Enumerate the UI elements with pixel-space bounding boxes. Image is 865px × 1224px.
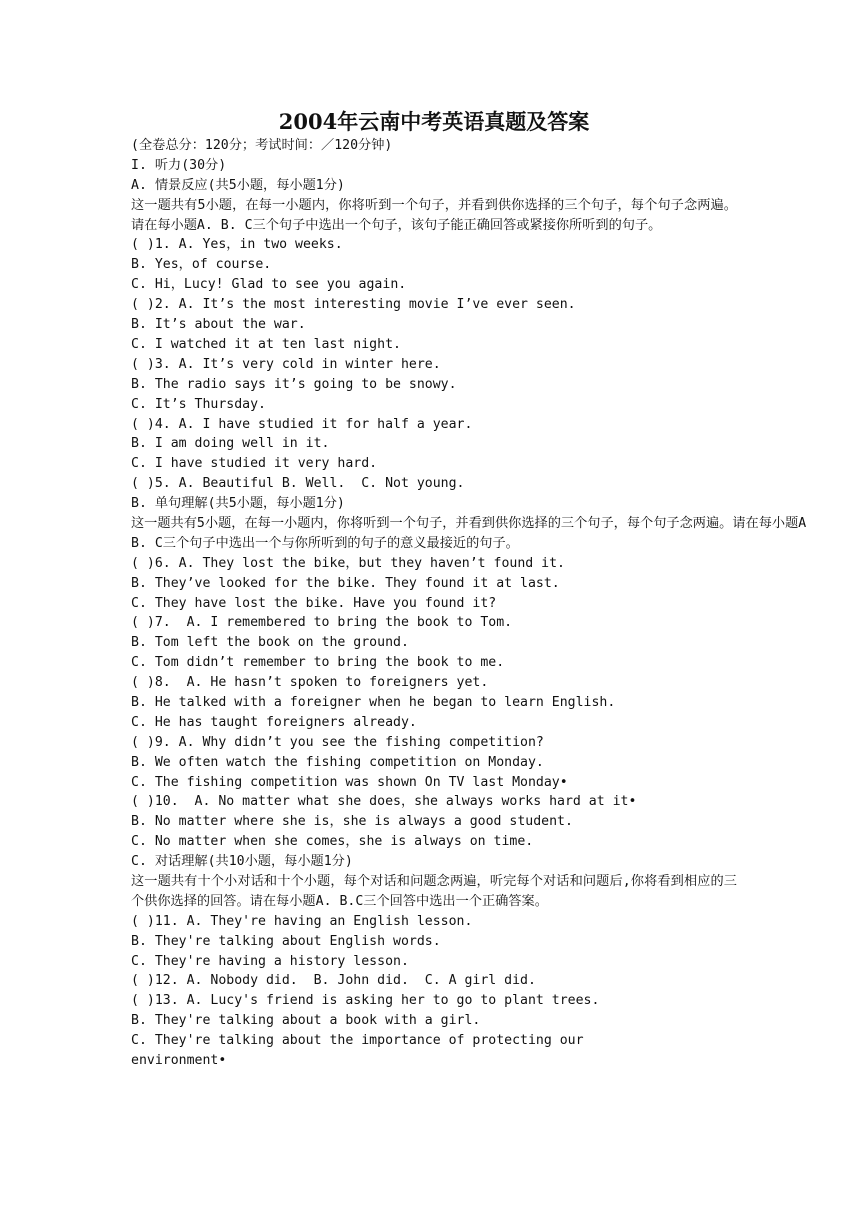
text-line: B. The radio says it’s going to be snowy. bbox=[131, 376, 457, 392]
text-line: C. They have lost the bike. Have you found it? bbox=[131, 595, 497, 611]
text-line: C. Hi，Lucy! Glad to see you again. bbox=[131, 277, 407, 293]
instruction-paragraph: 这一题共有十个小对话和十个小题，每个对话和问题念两遍，听完每个对话和问题后,你将看到相应的三个供你选择的回答。请在每小题A. B.C三个回答中选出一个正确答案。 bbox=[131, 873, 737, 909]
text-line: ( )6. A. They lost the bike，but they haven’t found it. bbox=[131, 555, 565, 571]
document-page bbox=[131, 108, 807, 1071]
text-line: C. They're having a history lesson. bbox=[131, 953, 409, 969]
document-body bbox=[131, 136, 807, 1071]
text-line: ( )13. A. Lucy's friend is asking her to go to plant trees. bbox=[131, 993, 600, 1009]
text-line: C. Tom didn’t remember to bring the book to me. bbox=[131, 655, 505, 671]
document-title: 2004年云南中考英语真题及答案 bbox=[278, 109, 590, 134]
text-line: C. He has taught foreigners already. bbox=[131, 714, 417, 730]
text-line: B. Tom left the book on the ground. bbox=[131, 635, 409, 651]
text-line: B. C三个句子中选出一个与你所听到的句子的意义最接近的句子。 bbox=[131, 535, 519, 551]
text-line: B. They're talking about English words. bbox=[131, 933, 441, 949]
text-line: ( )12. A. Nobody did. B. John did. C. A girl did. bbox=[131, 973, 536, 989]
text-line: ( )8. A. He hasn’t spoken to foreigners yet. bbox=[131, 675, 489, 691]
text-line: B. We often watch the fishing competition on Monday. bbox=[131, 754, 544, 770]
text-line: C. No matter when she comes，she is always on time. bbox=[131, 834, 534, 850]
text-line: ( )1. A. Yes，in two weeks. bbox=[131, 237, 343, 253]
text-line: B. He talked with a foreigner when he began to learn English. bbox=[131, 694, 616, 710]
text-line: B. No matter where she is，she is always a good student. bbox=[131, 814, 573, 830]
text-line: C. I watched it at ten last night. bbox=[131, 336, 401, 352]
text-line: B. 单句理解(共5小题，每小题1分) bbox=[131, 496, 345, 512]
instruction-paragraph: 这一题共有5小题，在每一小题内，你将听到一个句子，并看到供你选择的三个句子，每个句子念两遍。请在每小题A. B. C三个句子中选出一个句子，该句子能正确回答或紧接你所听到的句子。 bbox=[131, 197, 737, 233]
text-line: B. They're talking about a book with a girl. bbox=[131, 1013, 481, 1029]
text-line: C. They're talking about the importance of protecting our bbox=[131, 1033, 584, 1049]
text-line: C. The fishing competition was shown On TV last Monday• bbox=[131, 774, 568, 790]
text-line: B. They’ve looked for the bike. They found it at last. bbox=[131, 575, 560, 591]
text-line: B. Yes，of course. bbox=[131, 257, 272, 273]
text-line: ( )4. A. I have studied it for half a year. bbox=[131, 416, 473, 432]
text-line: I. 听力(30分) bbox=[131, 157, 227, 173]
text-line: ( )11. A. They're having an English lesson. bbox=[131, 913, 473, 929]
text-line: ( )7. A. I remembered to bring the book to Tom. bbox=[131, 615, 513, 631]
text-line: B. It’s about the war. bbox=[131, 317, 306, 333]
text-line: A. 情景反应(共5小题，每小题1分) bbox=[131, 177, 345, 193]
text-line: environment• bbox=[131, 1053, 227, 1069]
text-line: (全卷总分：120分；考试时间：／120分钟) bbox=[131, 138, 393, 153]
text-line: C. It’s Thursday. bbox=[131, 396, 266, 412]
text-line: ( )10. A. No matter what she does，she always works hard at it• bbox=[131, 794, 637, 810]
text-line: ( )2. A. It’s the most interesting movie I’ve ever seen. bbox=[131, 297, 576, 313]
text-line: ( )5. A. Beautiful B. Well. C. Not young. bbox=[131, 476, 465, 492]
text-line: 这一题共有5小题，在每一小题内，你将听到一个句子，并看到供你选择的三个句子，每个句子念两遍。请在每小题A bbox=[131, 515, 807, 531]
text-line: B. I am doing well in it. bbox=[131, 436, 330, 452]
text-line: C. I have studied it very hard. bbox=[131, 456, 378, 472]
text-line: ( )9. A. Why didn’t you see the fishing competition? bbox=[131, 734, 544, 750]
text-line: ( )3. A. It’s very cold in winter here. bbox=[131, 356, 441, 372]
text-line: C. 对话理解(共10小题，每小题1分) bbox=[131, 854, 353, 870]
